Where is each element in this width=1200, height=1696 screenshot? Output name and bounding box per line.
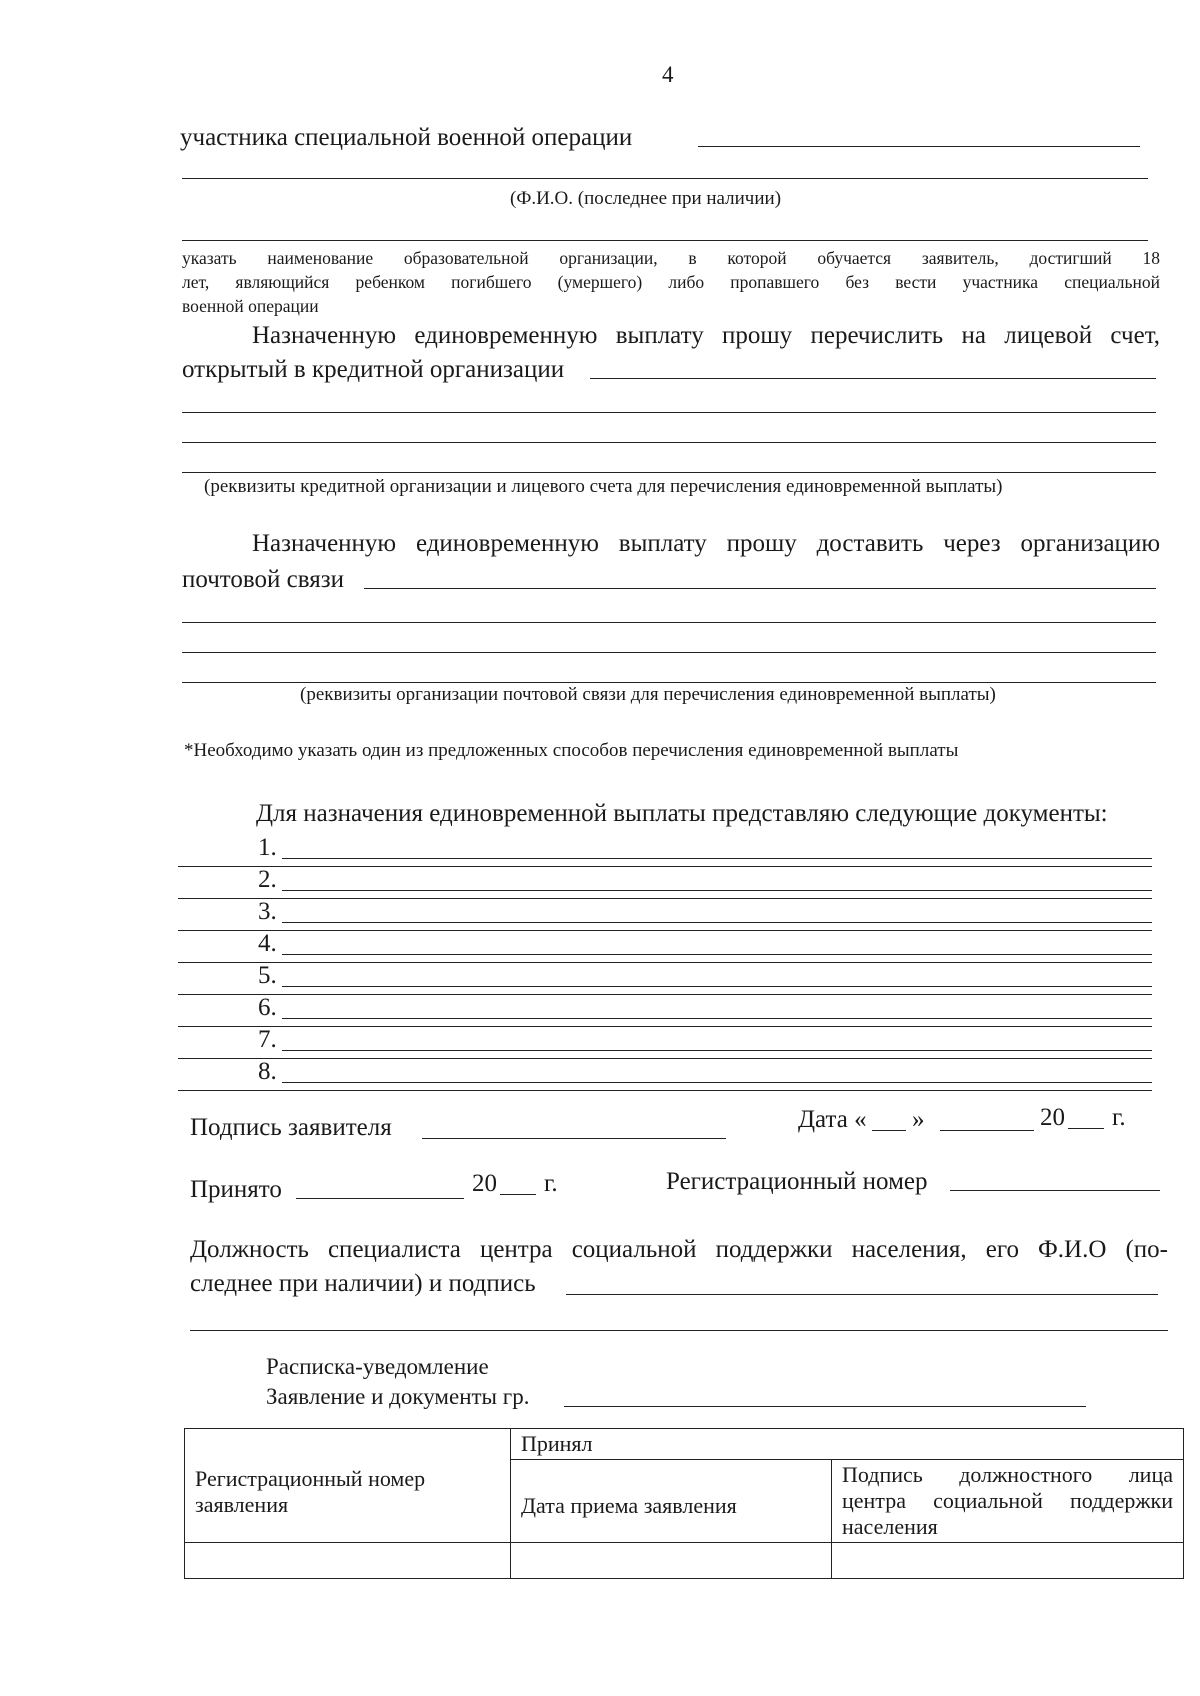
table-header-accepted: Принял (511, 1429, 1184, 1460)
bank-details-field-4[interactable] (182, 472, 1156, 473)
accepted-date-field[interactable] (296, 1198, 464, 1199)
document-item-number: 1. (258, 834, 277, 861)
document-item-number: 6. (258, 994, 277, 1021)
date-year-suffix: г. (1112, 1104, 1126, 1131)
participant-name-field[interactable] (698, 146, 1140, 147)
bank-details-field-3[interactable] (182, 442, 1156, 443)
education-note-line2: лет, являющийся ребенком погибшего (умершего) либо пропавшего без вести участника специальной (182, 272, 1160, 292)
document-item-field[interactable] (282, 1050, 1152, 1051)
document-item-underline (178, 1058, 1152, 1059)
specialist-text-line1: Должность специалиста центра социальной поддержки населения, его Ф.И.О (по- (190, 1236, 1168, 1263)
document-item-field[interactable] (282, 954, 1152, 955)
education-note-line1: указать наименование образовательной организации, в которой обучается заявитель, достигший 18 (182, 248, 1160, 268)
document-item-underline (178, 962, 1152, 963)
payment-method-footnote: *Необходимо указать один из предложенных способов перечисления единовременной выплаты (184, 740, 959, 761)
post-caption: (реквизиты организации почтовой связи для перечисления единовременной выплаты) (300, 684, 996, 705)
education-note-line3: военной операции (182, 296, 319, 316)
documents-intro: Для назначения единовременной выплаты представляю следующие документы: (256, 800, 1108, 827)
receipt-table (184, 1428, 1184, 1579)
participant-caption: (Ф.И.О. (последнее при наличии) (510, 188, 782, 209)
post-details-field-3[interactable] (182, 652, 1156, 653)
date-day-field[interactable] (872, 1130, 906, 1131)
table-header-reg-number: Регистрационный номер заявления (185, 1429, 511, 1543)
document-item-number: 8. (258, 1058, 277, 1085)
document-item-field[interactable] (282, 890, 1152, 891)
document-item-number: 3. (258, 898, 277, 925)
participant-name-field-2[interactable] (182, 178, 1148, 179)
date-year-field[interactable] (1068, 1128, 1104, 1129)
document-item-underline (178, 1026, 1152, 1027)
table-cell-date[interactable] (511, 1543, 832, 1579)
accepted-year-field[interactable] (500, 1194, 536, 1195)
document-item-field[interactable] (282, 1018, 1152, 1019)
date-label: Дата « (798, 1106, 867, 1133)
document-item-number: 7. (258, 1026, 277, 1053)
post-text-line1: Назначенную единовременную выплату прошу доставить через организацию (252, 530, 1160, 557)
document-item-number: 4. (258, 930, 277, 957)
table-header-date: Дата приема заявления (511, 1460, 832, 1543)
post-details-field-2[interactable] (182, 622, 1156, 623)
post-details-field[interactable] (364, 588, 1156, 589)
post-text-line2: почтовой связи (182, 566, 344, 593)
accepted-year-suffix: г. (544, 1170, 558, 1197)
document-item-number: 5. (258, 962, 277, 989)
specialist-signature-field-2[interactable] (190, 1330, 1168, 1331)
document-item-underline (178, 898, 1152, 899)
registration-number-label: Регистрационный номер (666, 1168, 928, 1195)
table-cell-signature[interactable] (832, 1543, 1184, 1579)
bank-details-field-2[interactable] (182, 412, 1156, 413)
date-close-quote: » (912, 1106, 925, 1133)
bank-text-line1: Назначенную единовременную выплату прошу перечислить на лицевой счет, (252, 322, 1160, 349)
accepted-year-prefix: 20 (472, 1170, 497, 1197)
bank-text-line2: открытый в кредитной организации (182, 356, 565, 383)
bank-details-field[interactable] (590, 378, 1156, 379)
specialist-text-line2: следнее при наличии) и подпись (190, 1270, 536, 1297)
document-item-underline (178, 930, 1152, 931)
document-item-field[interactable] (282, 1082, 1152, 1083)
post-details-field-4[interactable] (182, 682, 1156, 683)
document-item-underline (178, 866, 1152, 867)
participant-label: участника специальной военной операции (180, 124, 633, 151)
date-year-prefix: 20 (1040, 1104, 1065, 1131)
page-number: 4 (662, 62, 674, 87)
receipt-applicant-name-field[interactable] (564, 1406, 1086, 1407)
receipt-docs-label: Заявление и документы гр. (266, 1384, 530, 1409)
applicant-signature-label: Подпись заявителя (190, 1114, 392, 1141)
education-org-field[interactable] (182, 240, 1148, 241)
document-item-field[interactable] (282, 858, 1152, 859)
applicant-signature-field[interactable] (422, 1138, 726, 1139)
document-item-field[interactable] (282, 986, 1152, 987)
document-item-underline (178, 1090, 1152, 1091)
receipt-title: Расписка-уведомление (266, 1354, 489, 1379)
table-cell-reg-number[interactable] (185, 1543, 511, 1579)
table-header-signature: Подпись должностного лица центра социальной поддержки населения (832, 1460, 1184, 1543)
document-item-underline (178, 994, 1152, 995)
date-month-field[interactable] (940, 1130, 1034, 1131)
document-item-number: 2. (258, 866, 277, 893)
accepted-label: Принято (190, 1176, 282, 1203)
specialist-signature-field[interactable] (566, 1294, 1158, 1295)
registration-number-field[interactable] (950, 1190, 1160, 1191)
document-item-field[interactable] (282, 922, 1152, 923)
bank-caption: (реквизиты кредитной организации и лицевого счета для перечисления единовременной выплаты) (204, 476, 1003, 497)
